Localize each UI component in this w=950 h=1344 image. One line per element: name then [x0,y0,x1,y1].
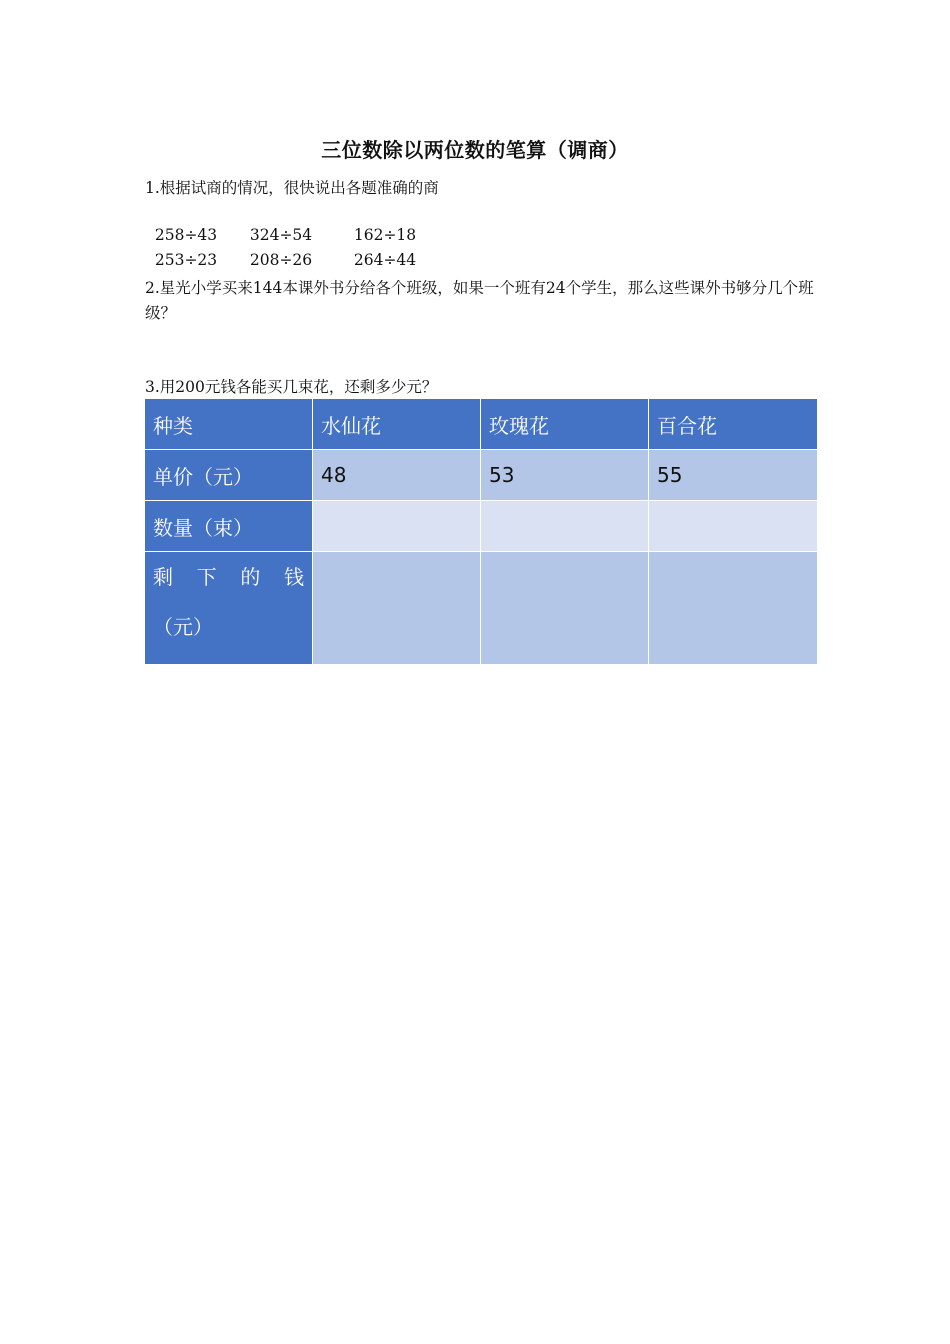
remaining-answer-cell[interactable] [313,552,481,665]
question-2-text: 2.星光小学买来144本课外书分给各个班级，如果一个班有24个学生，那么这些课外书够分几个班级？ [145,279,814,322]
question-1-row-2 [145,227,416,271]
label-char: 的 [240,565,261,589]
expression: 264÷44 [353,251,417,269]
remaining-answer-cell[interactable] [481,552,649,665]
question-1-prompt: 1.根据试商的情况，很快说出各题准确的商 [145,179,439,197]
header-cell-lily: 百合花 [649,399,818,450]
row-label-unit-price: 单价（元） [145,450,313,501]
quantity-answer-cell[interactable] [313,501,481,552]
expression: 324÷54 [249,226,313,244]
price-lily: 55 [649,450,818,501]
expression: 258÷43 [154,226,218,244]
row-label-quantity: 数量（束） [145,501,313,552]
price-narcissus: 48 [313,450,481,501]
quantity-answer-cell[interactable] [649,501,818,552]
table-header-row [145,399,818,450]
table-row-quantity [145,501,818,552]
header-cell-narcissus: 水仙花 [313,399,481,450]
expression: 253÷23 [154,251,218,269]
label-char: 下 [196,565,217,589]
label-unit: （元） [153,615,213,639]
header-cell-category: 种类 [145,399,313,450]
table-row-remaining-money [145,552,818,665]
label-char: 钱 [283,565,304,589]
table-row-unit-price [145,450,818,501]
flower-price-table [144,398,818,665]
header-cell-rose: 玫瑰花 [481,399,649,450]
page-title: 三位数除以两位数的笔算（调商） [321,138,629,162]
expression: 162÷18 [353,226,417,244]
expression: 208÷26 [249,251,313,269]
quantity-answer-cell[interactable] [481,501,649,552]
price-rose: 53 [481,450,649,501]
remaining-answer-cell[interactable] [649,552,818,665]
label-char: 剩 [153,565,173,589]
question-3-prompt: 3.用200元钱各能买几束花，还剩多少元？ [145,378,438,396]
row-label-remaining-money [145,552,313,665]
